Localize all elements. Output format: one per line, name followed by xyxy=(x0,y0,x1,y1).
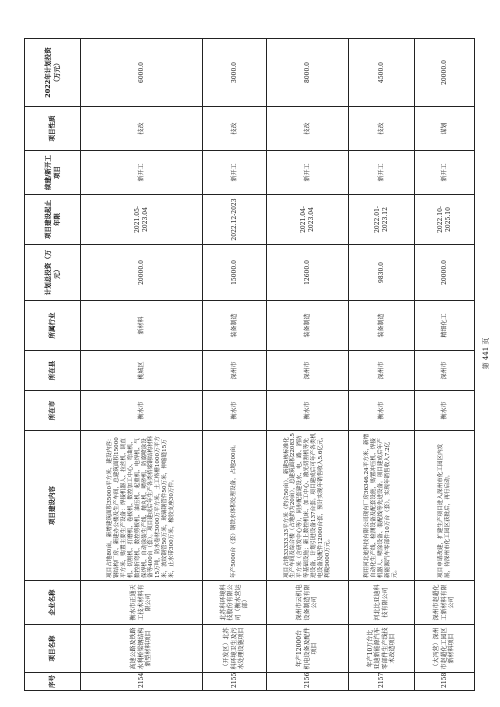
cell-investment: 20000.0 xyxy=(81,245,203,301)
page-number: 第 441 页 xyxy=(482,337,490,370)
cell-period: 2022.01-2023.12 xyxy=(349,195,415,245)
cell-status: 新开工 xyxy=(267,151,349,195)
col-header-content: 项目建设内容 xyxy=(25,431,81,581)
cell-investment: 9830.0 xyxy=(349,245,415,301)
cell-company: 河北比亚迪科技有限公司 xyxy=(349,581,415,625)
cell-county: 深州市 xyxy=(203,351,267,391)
cell-county: 深州市 xyxy=(415,351,475,391)
cell-period: 2022.12-2023 xyxy=(203,195,267,245)
cell-company: 深州市赵超化工新材料有限公司 xyxy=(415,581,475,625)
cell-status: 新开工 xyxy=(203,151,267,195)
cell-industry: 装备制造 xyxy=(267,301,349,351)
table-row xyxy=(81,39,203,691)
cell-period: 2021.04-2023.04 xyxy=(267,195,349,245)
cell-city: 衡水市 xyxy=(203,391,267,431)
cell-county: 桃城区 xyxy=(81,351,203,391)
cell-city: 衡水市 xyxy=(349,391,415,431)
cell-content: 项目占地33333.33平方米（约合50亩），新建5栋标准化生产车间及综合楼（占地约为20亩），总建筑面积22083.5平方米（含研发中心等），同步配套建设水、电、路、消防等基础设施；新上数控机床、加工中心、激光切割机等先进设备，计划引进设备137台套。项目建成后可年产各类机电设备及配件12000台套，预计实现年销售收入5.6亿元，利税9000万元。 xyxy=(267,431,349,581)
cell-plan: 20000.0 xyxy=(415,39,475,107)
col-header-industry: 所属行业 xyxy=(25,301,81,351)
cell-project-name: 年产12000台机电设备及配件项目 xyxy=(267,625,349,673)
cell-no: 2155 xyxy=(203,673,267,691)
col-header-company: 企业名称 xyxy=(25,581,81,625)
cell-company: 衡水市正通天工技术材料有限公司 xyxy=(81,581,203,625)
col-header-nature: 项目性质 xyxy=(25,107,81,151)
col-header-no: 序号 xyxy=(25,673,81,691)
cell-period: 2021.05-2023.04 xyxy=(81,195,203,245)
cell-nature: 技改 xyxy=(203,107,267,151)
cell-industry: 新材料 xyxy=(81,301,203,351)
cell-city: 衡水市 xyxy=(81,391,203,431)
cell-no: 2158 xyxy=(415,673,475,691)
cell-company: 深州市云机电设备制造有限公司 xyxy=(267,581,349,625)
col-header-city: 所在市 xyxy=(25,391,81,431)
cell-county: 深州市 xyxy=(267,351,349,391)
cell-content: 利用河北迪科技有限公司现有厂房36346.24平方米，新增自动化生产线、检测设备及配套设施，购置冲压机、焊接机器人、喷涂设备、装配线等先进设备。项目建成后年产新能源汽车零部件10万台（套），实现年销售收入7.2亿元。 xyxy=(349,431,415,581)
cell-industry: 装备制造 xyxy=(349,301,415,351)
table-row xyxy=(415,39,475,691)
cell-plan: 3000.0 xyxy=(203,39,267,107)
cell-content: 项目占地80亩，新增建筑面积35000平方米，建设内容：钢结构厂房、新建办公楼及生产车间，总建筑面积15000平方米，购置主要生产设备：焊接机器人、拉丝机、调直机、切割机、打磨机、卷板机、数控加工中心、弯曲机、数控折弯机、数控剪板机、油压机、起重机、电焊机、气保焊机、自动涂装生产线、抛丸机、喷砂机、防腐喷涂设备等400台（套）。项目建成后年生产各类桥梁钢结构材料15万吨，防水卷材3000万平方米，土工格栅1000万平方米，波纹钢管50万米，玻璃钢管件50万米，伸缩缝15万米，止水带300万米，橡胶支座30万件。 xyxy=(81,431,203,581)
cell-county: 深州市 xyxy=(349,351,415,391)
cell-nature: 技改 xyxy=(81,107,203,151)
cell-plan: 6000.0 xyxy=(81,39,203,107)
col-header-project-name: 项目名称 xyxy=(25,625,81,673)
col-header-period: 项目建设起止年限 xyxy=(25,195,81,245)
cell-status: 新开工 xyxy=(349,151,415,195)
cell-project-name: （开发区）北苏科环境卫生及污水处理设施项目 xyxy=(203,625,267,673)
cell-city: 衡水市 xyxy=(415,391,475,431)
table-header-row xyxy=(25,39,81,691)
cell-content: 项目申请改建，扩建生产项目进入深州市化工园区内发展，待深州市化工园区获批后，再行启动。 xyxy=(415,431,475,581)
cell-project-name: 年产10万台比亚迪新能源汽车零部件生产线技术改造项目 xyxy=(349,625,415,673)
cell-nature: 谋划 xyxy=(415,107,475,151)
cell-no: 2157 xyxy=(349,673,415,691)
cell-plan: 4500.0 xyxy=(349,39,415,107)
cell-content: 年产5000台（套）钢铁水体积处理设备，占地200亩。 xyxy=(203,431,267,581)
cell-plan: 8000.0 xyxy=(267,39,349,107)
cell-status: 新开工 xyxy=(415,151,475,195)
cell-project-name: 高速公路及铁路水利桥梁钢结构新型材料项目 xyxy=(81,625,203,673)
col-header-investment: 计划总投资（万元） xyxy=(25,245,81,301)
table-row xyxy=(267,39,349,691)
table-row xyxy=(349,39,415,691)
cell-nature: 技改 xyxy=(349,107,415,151)
cell-no: 2156 xyxy=(267,673,349,691)
col-header-county: 所在县 xyxy=(25,351,81,391)
cell-no: 2154 xyxy=(81,673,203,691)
cell-nature: 技改 xyxy=(267,107,349,151)
cell-period: 2022.10-2025.10 xyxy=(415,195,475,245)
cell-industry: 精细化工 xyxy=(415,301,475,351)
cell-industry: 装备制造 xyxy=(203,301,267,351)
cell-status: 新开工 xyxy=(81,151,203,195)
table-row xyxy=(203,39,267,691)
project-table xyxy=(24,38,475,691)
col-header-status: 续建/新开工项目 xyxy=(25,151,81,195)
cell-city: 衡水市 xyxy=(267,391,349,431)
cell-investment: 20000.0 xyxy=(415,245,475,301)
cell-investment: 12600.0 xyxy=(267,245,349,301)
cell-investment: 15000.0 xyxy=(203,245,267,301)
cell-project-name: （大冯营）深州市赵超化工园区新材料项目 xyxy=(415,625,475,673)
col-header-plan: 2022年计划投资（万元） xyxy=(25,39,81,107)
cell-company: 北苏科环境科技股份有限公司（衡水营运部） xyxy=(203,581,267,625)
